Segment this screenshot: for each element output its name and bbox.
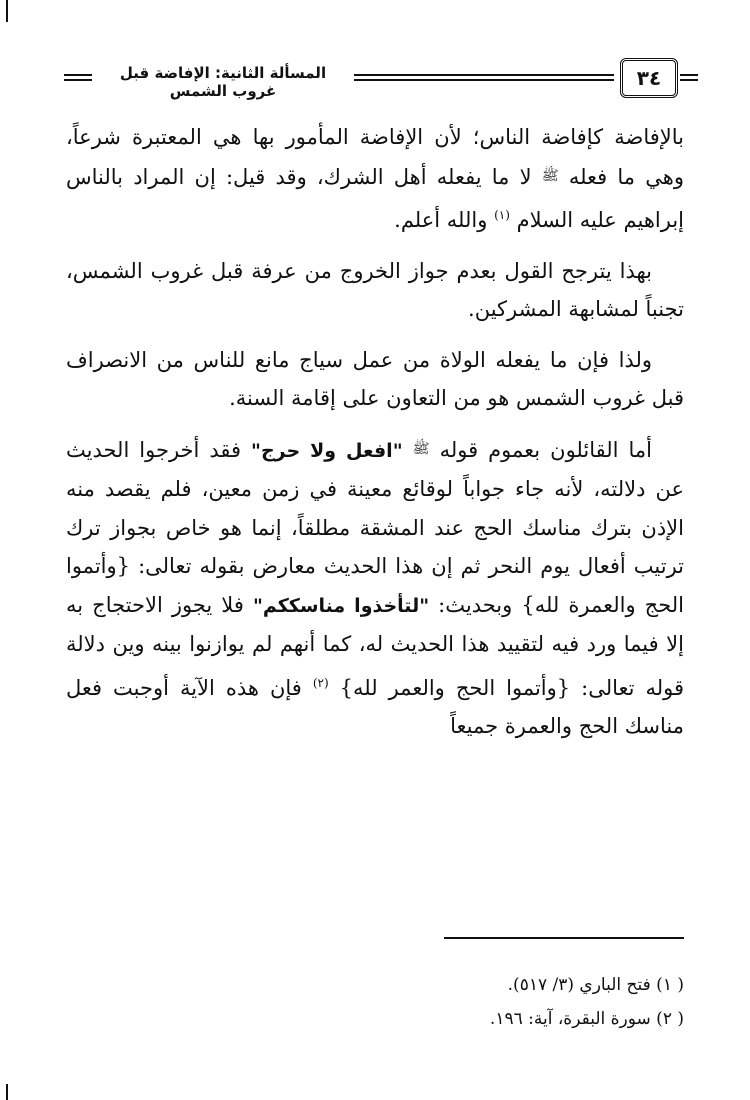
footnotes — [66, 968, 684, 1036]
hadith-quote-2: "لتأخذوا مناسككم" — [252, 594, 430, 617]
paragraph-4-text-d: فإن هذه الآية أوجبت فعل مناسك الحج والعمرة جميعاً — [66, 675, 684, 738]
salutation-glyph: ﷺ — [541, 167, 559, 184]
paragraph-2: بهذا يترجح القول بعدم جواز الخروج من عرفة قبل غروب الشمس، تجنباً لمشابهة المشركين. — [66, 258, 684, 321]
hadith-quote-1: "افعل ولا حرج" — [241, 439, 403, 462]
paragraph-4-text-b: فقد أخرجوا الحديث عن دلالته، لأنه جاء جواباً لوقائع معينة في زمن معين، فلم يقصد منه الإذن بترك مناسك الحج عند المشقة مطلقاً، إنما هو خاص بجواز ترك ترتيب أفعال يوم النحر ثم إن هذا الحديث معارض بقوله تعالى: {وأتموا الحج والعمرة لله} وبحديث: — [66, 437, 684, 617]
paragraph-3: ولذا فإن ما يفعله الولاة من عمل سياج مانع للناس من الانصراف قبل غروب الشمس هو من التعاون على إقامة السنة. — [66, 347, 684, 410]
footnote-ref-2: (٢) — [312, 675, 329, 690]
paragraph-1-text-c: والله أعلم. — [394, 208, 488, 232]
footnote-1: ( ١) فتح الباري (٣/ ٥١٧). — [507, 975, 684, 995]
paragraph-4-text-c: فلا يجوز الاحتجاج به إلا فيما ورد فيه لتقييد هذا الحديث له، كما أنهم لم يوازنوا بينه وين دلالة قوله تعالى: {وأتموا الحج والعمر لله} — [66, 592, 685, 700]
salutation-glyph-2: ﷺ — [412, 440, 430, 457]
header-rule-left — [64, 74, 92, 81]
page-edge-mark-bottom — [6, 1084, 8, 1100]
paragraph-4 — [66, 430, 684, 746]
page-header — [58, 56, 698, 100]
header-rule-right — [680, 74, 698, 81]
paragraph-1-text-a: بالإفاضة كإفاضة الناس؛ لأن الإفاضة المأمور بها هي المعتبرة شرعاً، وهي ما فعله — [66, 125, 684, 189]
page-edge-mark-top — [6, 0, 8, 22]
paragraph-4-text-a: أما القائلون بعموم قوله — [439, 437, 652, 462]
header-rule-middle — [354, 74, 614, 81]
footnote-2: ( ٢) سورة البقرة، آية: ١٩٦. — [489, 1009, 684, 1029]
footnote-separator — [444, 937, 684, 939]
running-title: المسألة الثانية: الإفاضة قبل غروب الشمس — [119, 64, 327, 100]
footnote-ref-1: (١) — [494, 208, 510, 222]
page-number: ٣٤ — [620, 58, 678, 98]
paragraph-1-text-b: لا ما يفعله أهل الشرك، وقد قيل: إن المراد بالناس إبراهيم عليه السلام — [66, 164, 684, 232]
body-text — [66, 118, 684, 758]
paragraph-1 — [66, 118, 684, 240]
